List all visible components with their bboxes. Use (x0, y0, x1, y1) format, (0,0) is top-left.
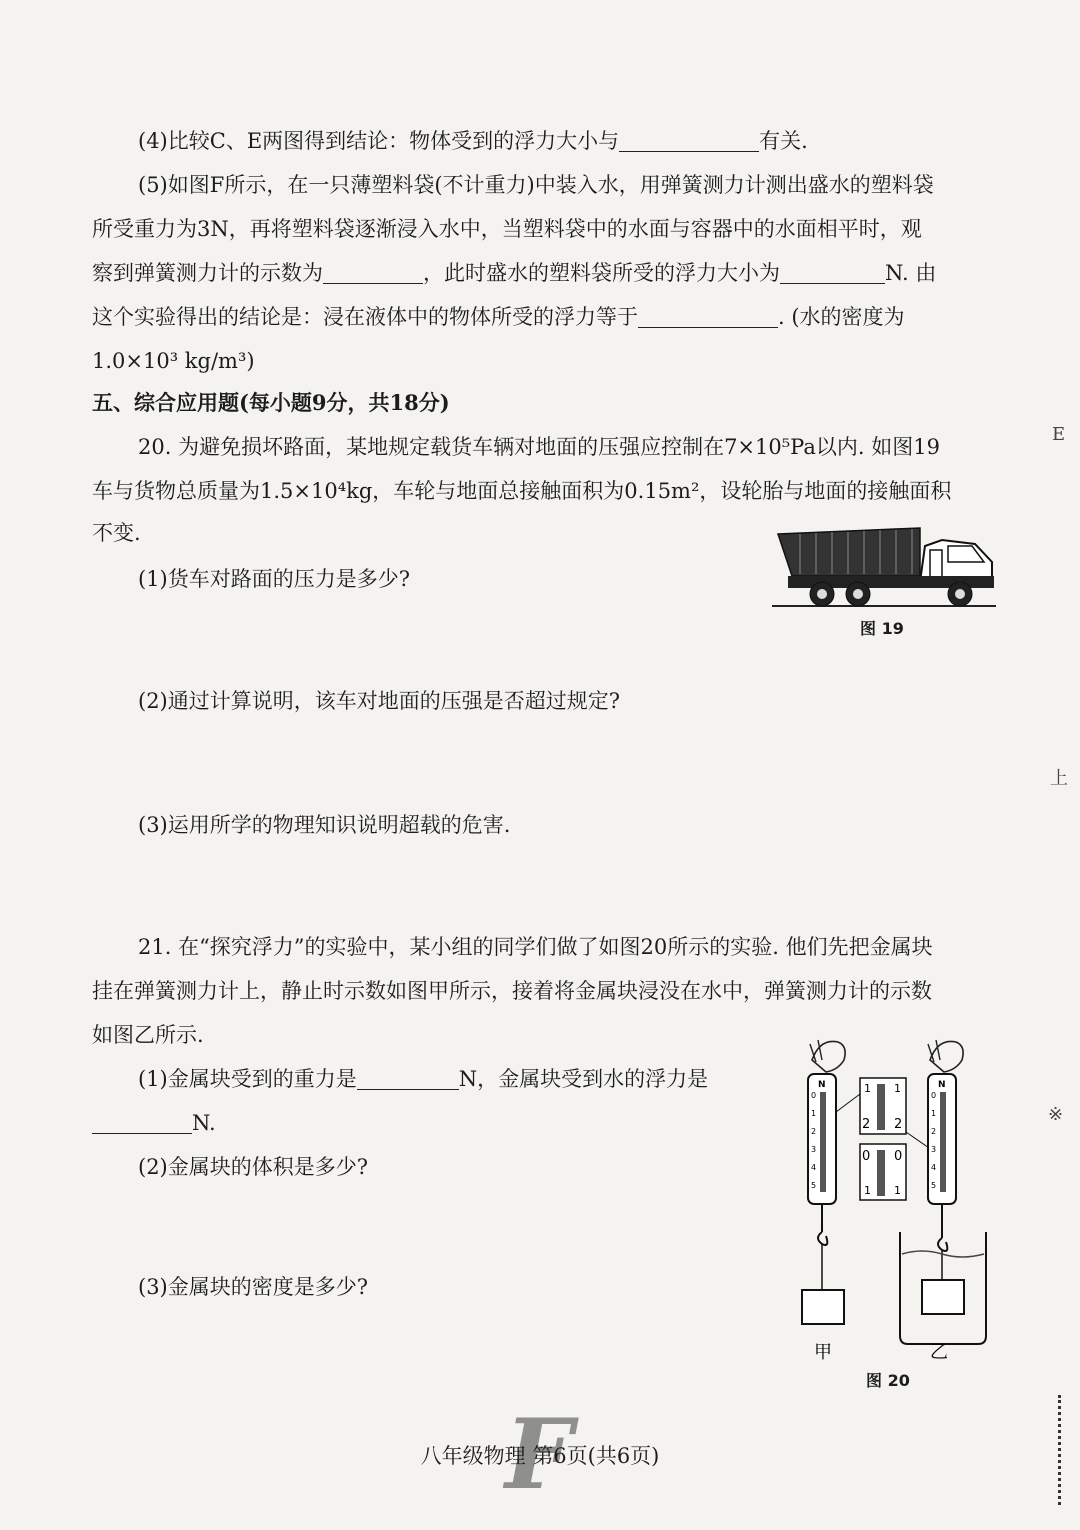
svg-text:0: 0 (862, 1149, 871, 1164)
answer-blank[interactable] (323, 261, 423, 284)
label-jia: 甲 (814, 1342, 832, 1362)
answer-blank[interactable] (780, 261, 885, 284)
svg-text:0: 0 (894, 1149, 903, 1164)
svg-text:3: 3 (811, 1145, 817, 1154)
q21-sub3: (3)金属块的密度是多少? (138, 1275, 369, 1299)
svg-text:1: 1 (864, 1082, 871, 1095)
q19-part5-line5: 1.0×10³ kg/m³) (92, 349, 255, 373)
svg-text:5: 5 (811, 1181, 817, 1190)
answer-blank[interactable] (92, 1111, 192, 1134)
page-footer: 八年级物理 第6页(共6页) (420, 1444, 660, 1468)
q19-part5-line2: 所受重力为3N，再将塑料袋逐渐浸入水中，当塑料袋中的水面与容器中的水面相平时，观 (92, 217, 922, 241)
q20-line2: 车与货物总质量为1.5×10⁴kg，车轮与地面总接触面积为0.15m²，设轮胎与地面的接触面积 (92, 479, 952, 503)
q20-line3: 不变. (92, 521, 141, 545)
dump-truck-figure (770, 522, 1000, 612)
binding-dots (1058, 1395, 1065, 1505)
svg-text:1: 1 (894, 1082, 901, 1095)
svg-text:4: 4 (931, 1163, 937, 1172)
label-yi: 乙 (930, 1342, 948, 1362)
svg-text:4: 4 (811, 1163, 817, 1172)
q19-part5-line3: 察到弹簧测力计的示数为 ，此时盛水的塑料袋所受的浮力大小为 N. 由 (92, 261, 937, 285)
answer-blank[interactable] (357, 1067, 459, 1090)
svg-text:1: 1 (894, 1184, 901, 1197)
q21-line3: 如图乙所示. (92, 1023, 204, 1047)
q20-sub1: (1)货车对路面的压力是多少? (138, 567, 411, 591)
q20-sub3: (3)运用所学的物理知识说明超载的危害. (138, 813, 511, 837)
svg-text:1: 1 (811, 1109, 817, 1118)
q20-sub2: (2)通过计算说明，该车对地面的压强是否超过规定? (138, 689, 621, 713)
q21-sub1: (1)金属块受到的重力是 N，金属块受到水的浮力是 (138, 1067, 709, 1091)
answer-blank[interactable] (619, 129, 759, 152)
q21-sub1-cont: N. (92, 1108, 1022, 1138)
figure-20-caption: 图 20 (866, 1371, 910, 1390)
edge-mark: E (1052, 424, 1066, 445)
svg-text:2: 2 (862, 1117, 871, 1132)
scale-letter-left: N (818, 1080, 826, 1090)
q19-part4: (4)比较C、E两图得到结论：物体受到的浮力大小与 有关. (138, 129, 808, 153)
svg-text:2: 2 (894, 1117, 903, 1132)
q19-part5-line4: 这个实验得出的结论是：浸在液体中的物体所受的浮力等于 . (水的密度为 (92, 305, 905, 329)
edge-mark: 上 (1050, 768, 1068, 789)
q21-line2: 挂在弹簧测力计上，静止时示数如图甲所示，接着将金属块浸没在水中，弹簧测力计的示数 (92, 979, 932, 1003)
svg-text:2: 2 (931, 1127, 937, 1136)
watermark-letter: F (505, 1398, 574, 1511)
svg-text:5: 5 (931, 1181, 937, 1190)
q21-sub2: (2)金属块的体积是多少? (138, 1155, 369, 1179)
q21-line1: 21. 在“探究浮力”的实验中，某小组的同学们做了如图20所示的实验. 他们先把金属块 (138, 935, 933, 959)
svg-text:1: 1 (864, 1184, 871, 1197)
svg-text:0: 0 (811, 1091, 817, 1100)
svg-text:0: 0 (931, 1091, 937, 1100)
q19-part5-line1: (5)如图F所示，在一只薄塑料袋(不计重力)中装入水，用弹簧测力计测出盛水的塑料袋 (138, 173, 934, 197)
answer-blank[interactable] (638, 305, 778, 328)
q20-line1: 20. 为避免损坏路面，某地规定载货车辆对地面的压强应控制在7×10⁵Pa以内. 如图19 (138, 435, 940, 459)
svg-text:1: 1 (931, 1109, 937, 1118)
svg-text:2: 2 (811, 1127, 817, 1136)
scale-letter-right: N (938, 1080, 946, 1090)
svg-text:3: 3 (931, 1145, 937, 1154)
edge-mark: ※ (1048, 1104, 1064, 1125)
section-title: 五、综合应用题(每小题9分，共18分) (92, 390, 450, 415)
spring-scale-figure (790, 1032, 1000, 1362)
figure-19-caption: 图 19 (860, 619, 904, 638)
